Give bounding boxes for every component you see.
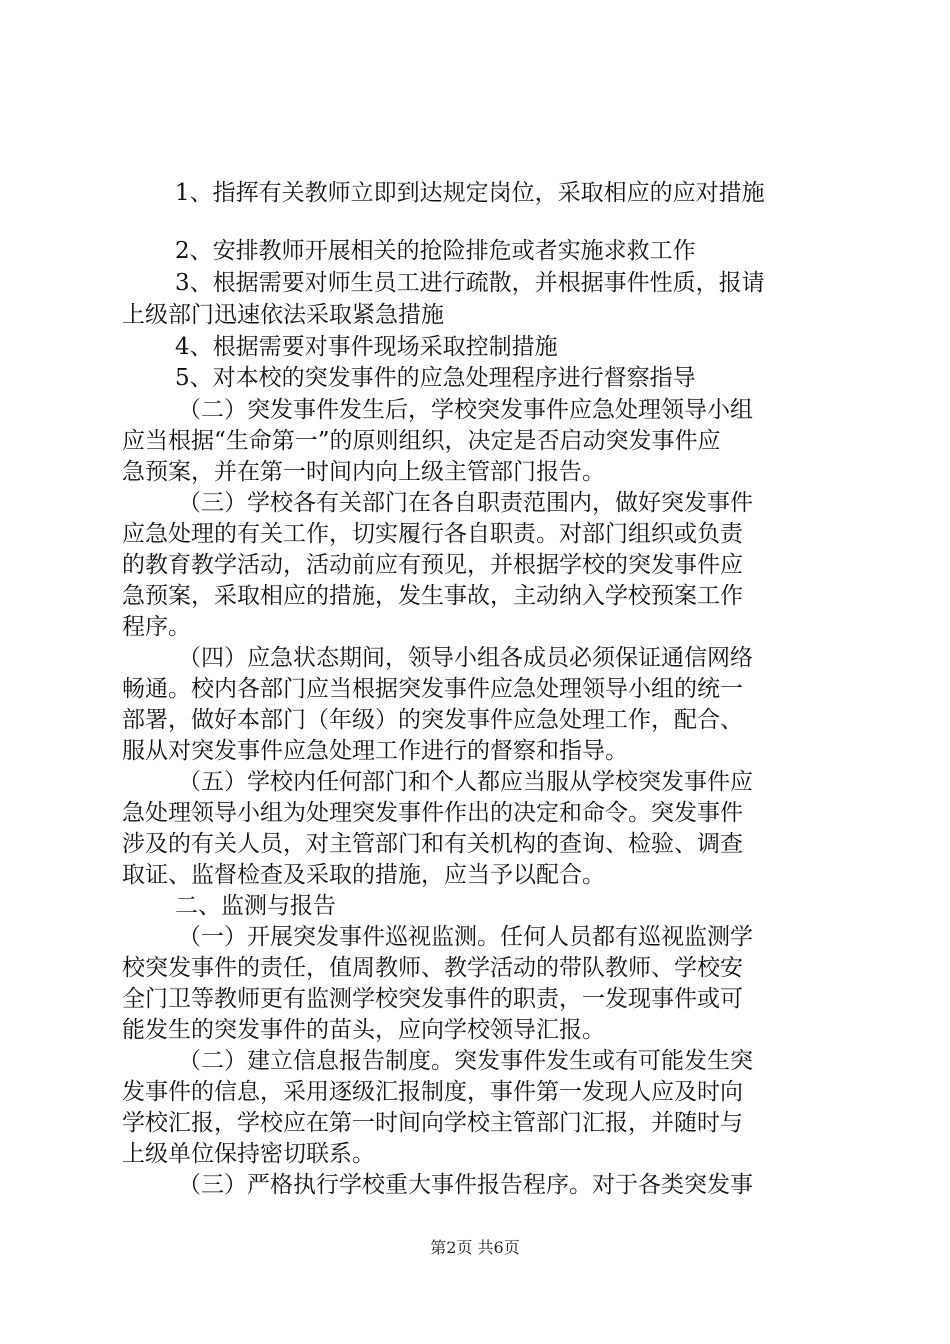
- paragraph-line: （二）突发事件发生后，学校突发事件应急处理领导小组: [178, 397, 753, 423]
- paragraph-line: 能发生的突发事件的苗头，应向学校领导汇报。: [122, 1017, 605, 1043]
- section-heading: 二、监测与报告: [175, 893, 336, 919]
- paragraph-line: 1、指挥有关教师立即到达规定岗位，采取相应的应对措施: [175, 180, 765, 206]
- paragraph-line: 服从对突发事件应急处理工作进行的督察和指导。: [122, 738, 628, 764]
- paragraph-line: 急预案，采取相应的措施，发生事故，主动纳入学校预案工作: [122, 583, 743, 609]
- paragraph-line: 发事件的信息，采用逐级汇报制度，事件第一发现人应及时向: [122, 1079, 743, 1105]
- paragraph-line: 程序。: [122, 614, 191, 640]
- paragraph-line: 急预案，并在第一时间内向上级主管部门报告。: [122, 459, 605, 485]
- paragraph-line: （二）建立信息报告制度。突发事件发生或有可能发生突: [178, 1048, 753, 1074]
- page-number-footer: 第2页 共6页: [430, 1238, 520, 1257]
- paragraph-line: 上级部门迅速依法采取紧急措施: [122, 302, 444, 328]
- paragraph-line: 涉及的有关人员，对主管部门和有关机构的查询、检验、调查: [122, 831, 743, 857]
- paragraph-line: （五）学校内任何部门和个人都应当服从学校突发事件应: [178, 769, 753, 795]
- paragraph-line: 5、对本校的突发事件的应急处理程序进行督察指导: [175, 365, 696, 391]
- paragraph-line: （一）开展突发事件巡视监测。任何人员都有巡视监测学: [178, 924, 753, 950]
- paragraph-line: 取证、监督检查及采取的措施，应当予以配合。: [122, 862, 605, 888]
- paragraph-line: （四）应急状态期间，领导小组各成员必须保证通信网络: [178, 645, 753, 671]
- paragraph-line: 3、根据需要对师生员工进行疏散，并根据事件性质，报请: [175, 270, 765, 296]
- paragraph-line: 全门卫等教师更有监测学校突发事件的职责，一发现事件或可: [122, 986, 743, 1012]
- paragraph-line: 应当根据“生命第一”的原则组织，决定是否启动突发事件应: [122, 428, 721, 454]
- paragraph-line: （三）学校各有关部门在各自职责范围内，做好突发事件: [178, 490, 753, 516]
- paragraph-line: 急处理领导小组为处理突发事件作出的决定和命令。突发事件: [122, 800, 743, 826]
- paragraph-line: 学校汇报，学校应在第一时间向学校主管部门汇报，并随时与: [122, 1110, 743, 1136]
- paragraph-line: 的教育教学活动，活动前应有预见，并根据学校的突发事件应: [122, 552, 743, 578]
- paragraph-line: （三）严格执行学校重大事件报告程序。对于各类突发事: [178, 1172, 753, 1198]
- paragraph-line: 部署，做好本部门（年级）的突发事件应急处理工作，配合、: [122, 707, 743, 733]
- paragraph-line: 应急处理的有关工作，切实履行各自职责。对部门组织或负责: [122, 521, 743, 547]
- paragraph-line: 4、根据需要对事件现场采取控制措施: [175, 334, 558, 360]
- paragraph-line: 校突发事件的责任，值周教师、教学活动的带队教师、学校安: [122, 955, 743, 981]
- paragraph-line: 上级单位保持密切联系。: [122, 1141, 375, 1167]
- paragraph-line: 2、安排教师开展相关的抢险排危或者实施求救工作: [175, 238, 696, 264]
- paragraph-line: 畅通。校内各部门应当根据突发事件应急处理领导小组的统一: [122, 676, 743, 702]
